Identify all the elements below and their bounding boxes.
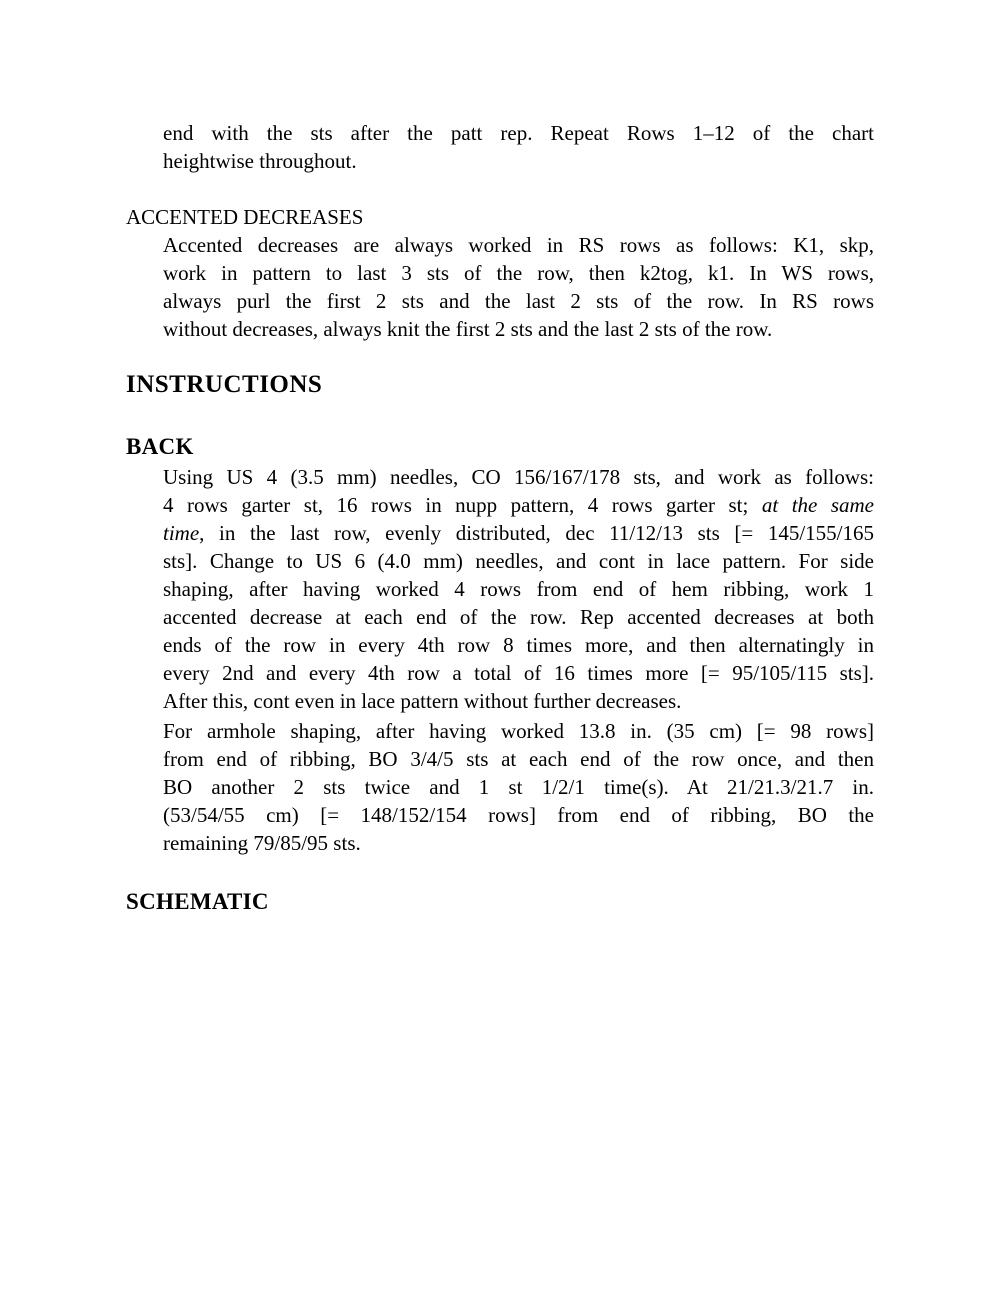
instructions-heading: INSTRUCTIONS [126,371,323,398]
text-segment: 4 rows garter st, 16 rows in nupp pattern, 4 rows garter st; [163,493,762,517]
text-line: shaping, after having worked 4 rows from end of hem ribbing, work 1 [163,577,874,601]
text-line: from end of ribbing, BO 3/4/5 sts at each end of the row once, and then [163,747,874,771]
text-line: heightwise throughout. [163,149,357,173]
text-line: remaining 79/85/95 sts. [163,831,361,855]
text-line: work in pattern to last 3 sts of the row, then k2tog, k1. In WS rows, [163,261,874,285]
italic-phrase: at the same [761,493,874,517]
accented-decreases-heading: ACCENTED DECREASES [126,205,364,229]
text-segment: , in the last row, evenly distributed, dec 11/12/13 sts [= 145/155/165 [199,521,874,545]
text-line: Accented decreases are always worked in RS rows as follows: K1, skp, [163,233,874,257]
accented-decreases-paragraph [163,231,874,343]
back-paragraph-2 [163,717,874,857]
schematic-heading: SCHEMATIC [126,889,269,914]
intro-paragraph [163,119,874,175]
document-content [126,119,874,916]
back-paragraph-1 [163,463,874,715]
text-line [163,519,874,547]
back-heading: BACK [126,434,194,459]
italic-phrase: time [163,521,200,545]
text-line: After this, cont even in lace pattern without further decreases. [163,689,682,713]
text-line: For armhole shaping, after having worked 13.8 in. (35 cm) [= 98 rows] [163,719,874,743]
text-line: accented decrease at each end of the row. Rep accented decreases at both [163,605,874,629]
text-line: without decreases, always knit the first 2 sts and the last 2 sts of the row. [163,317,773,341]
text-line: sts]. Change to US 6 (4.0 mm) needles, and cont in lace pattern. For side [163,549,874,573]
text-line: every 2nd and every 4th row a total of 16 times more [= 95/105/115 sts]. [163,661,874,685]
text-line [163,491,874,519]
text-line: Using US 4 (3.5 mm) needles, CO 156/167/178 sts, and work as follows: [163,465,874,489]
text-line: always purl the first 2 sts and the last 2 sts of the row. In RS rows [163,289,874,313]
text-line: ends of the row in every 4th row 8 times more, and then alternatingly in [163,633,874,657]
text-line: (53/54/55 cm) [= 148/152/154 rows] from end of ribbing, BO the [163,803,874,827]
text-line: end with the sts after the patt rep. Repeat Rows 1–12 of the chart [163,121,874,145]
text-line: BO another 2 sts twice and 1 st 1/2/1 time(s). At 21/21.3/21.7 in. [163,775,874,799]
